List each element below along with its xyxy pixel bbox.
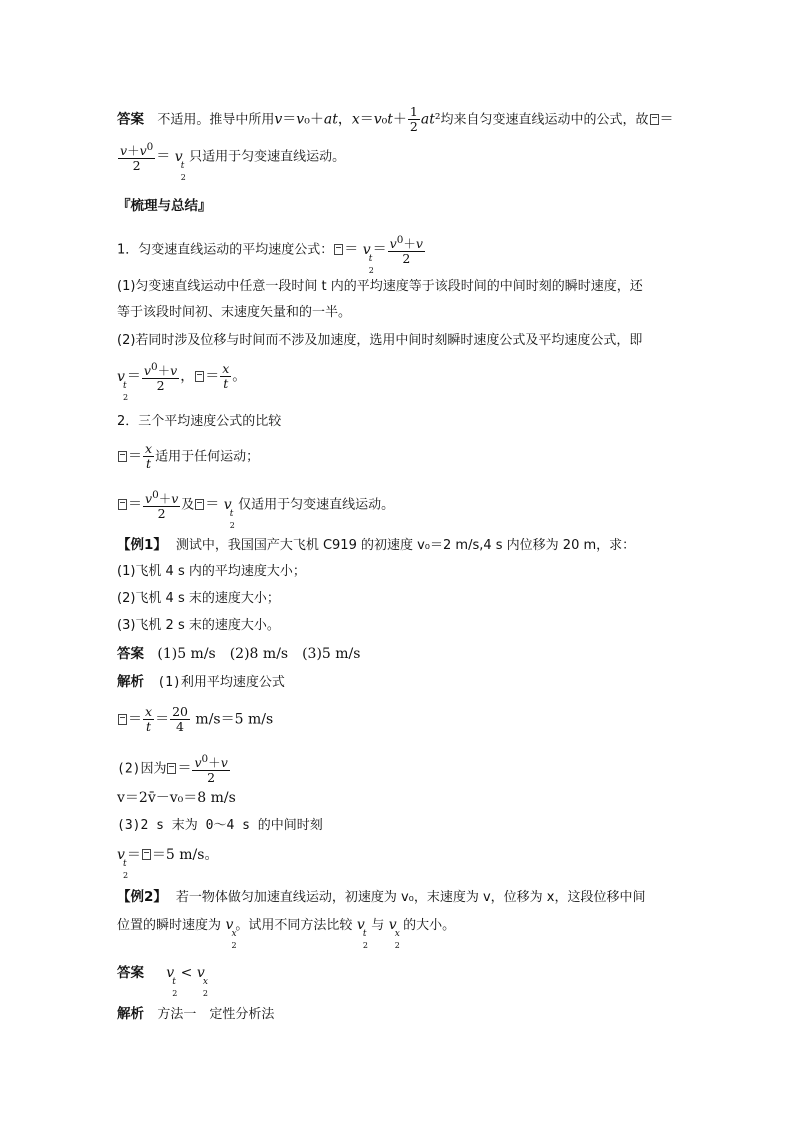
example-1-tag: 【例1】 — [117, 537, 167, 553]
summary-heading: 『梳理与总结』 — [117, 198, 212, 214]
example-1-a3: (3)2 s 末为 0～4 s 的中间时刻 — [117, 818, 323, 833]
v-bar-symbol — [650, 114, 659, 125]
section-2-formula-2: ＝ $\frac{v^0+v}{2}$ 及 ＝ v t 2 仅适用于匀变速直线运动。 — [117, 488, 394, 521]
section-1-formula: v t 2 ＝ $\frac{v^0+v}{2}$ ， ＝ $\frac{x}{t}$ 。 — [117, 361, 247, 402]
example-1-eq1: ＝ $\frac{x}{t}$ ＝ $\frac{20}{4}$ m/s＝5 m/s — [117, 705, 273, 734]
section-1-title: 1．匀变速直线运动的平均速度公式： ＝ v t 2 ＝ $\frac{v^0+v}{2}$ — [117, 234, 423, 275]
example-1-q1: (1)飞机 4 s 内的平均速度大小； — [117, 564, 306, 579]
example-1-q2: (2)飞机 4 s 末的速度大小； — [117, 591, 280, 606]
example-2-line-1: 【例2】 若一物体做匀加速直线运动，初速度为 v₀，末速度为 v，位移为 x，这段位移中间 — [117, 889, 646, 905]
example-1-analysis: 解析 (1)利用平均速度公式 — [117, 674, 285, 690]
example-2-analysis: 解析 方法一 定性分析法 — [117, 1006, 275, 1022]
answer-line-2: $\frac{v+v^0}{2}$ ＝ v t 2 只适用于匀变速直线运动。 — [120, 141, 346, 182]
section-2-title: 2．三个平均速度公式的比较 — [117, 414, 282, 429]
answer-label: 答案 — [117, 111, 144, 128]
section-1-line-1: (1)匀变速直线运动中任意一段时间 t 内的平均速度等于该段时间的中间时刻的瞬时速度，还 — [117, 279, 643, 294]
example-1-line: 【例1】 测试中，我国国产大飞机 C919 的初速度 v₀＝2 m/s,4 s 内位移为 20 m，求： — [117, 537, 636, 553]
example-2-line-2: 位置的瞬时速度为 v x 2 。试用不同方法比较 v t 2 与 v x 2 的大小。 — [117, 917, 456, 950]
section-1-line-2: 等于该段时间初、末速度矢量和的一半。 — [117, 305, 352, 320]
answer-line-1: 答案 不适用。推导中所用v＝v₀＋at，x＝v₀t＋ $\frac{1}{2}$ at²均来自匀变速直线运动中的公式，故 ＝ — [117, 104, 674, 134]
example-2-answer: 答案 v t 2 < v x 2 — [117, 965, 208, 998]
example-1-eq2: (2)因为 ＝ $\frac{v^0+v}{2}$ — [117, 753, 228, 786]
example-1-answer: 答案 (1)5 m/s (2)8 m/s (3)5 m/s — [117, 646, 361, 662]
example-1-eq4: v t 2 ＝ ＝5 m/s。 — [117, 847, 219, 880]
example-2-tag: 【例2】 — [117, 889, 167, 905]
section-2-formula-1: ＝ $\frac{x}{t}$ 适用于任何运动； — [117, 442, 259, 471]
example-1-q3: (3)飞机 2 s 末的速度大小。 — [117, 618, 280, 633]
example-1-eq3: v＝2v̄－v₀＝8 m/s — [117, 790, 236, 806]
section-1-line-3: (2)若同时涉及位移与时间而不涉及加速度，选用中间时刻瞬时速度公式及平均速度公式，即 — [117, 333, 643, 348]
